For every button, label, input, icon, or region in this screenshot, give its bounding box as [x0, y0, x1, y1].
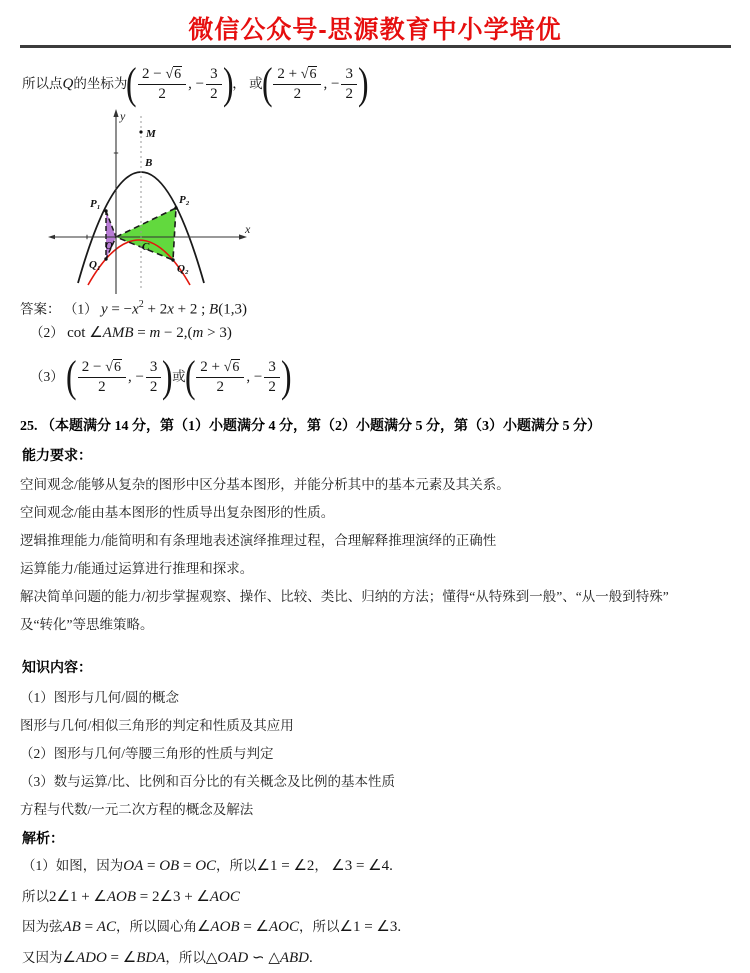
point-Q2-label: Q₂	[177, 263, 189, 275]
point-C-label: C	[142, 241, 150, 253]
knowledge-line: （2）图形与几何/等腰三角形的性质与判定	[20, 746, 274, 761]
solution-intro-line: 所以点Q的坐标为( $\frac{2 - √6}{2}$ , − $\frac{3}{2}$ )， 或( $\frac{2 + √6}{2}$ , − $\frac{3}{2}$ )	[22, 59, 369, 109]
point-P1-dot	[104, 209, 107, 212]
knowledge-line: （3）数与运算/比、比例和百分比的有关概念及比例的基本性质	[20, 774, 395, 789]
y-axis-arrow	[113, 109, 118, 117]
analysis-line-3: 因为弦AB = AC，所以圆心角∠AOB = ∠AOC，所以∠1 = ∠3.	[22, 919, 402, 935]
ability-list	[20, 471, 669, 639]
point-Q2-dot	[171, 258, 174, 261]
x-axis-left-arrow	[48, 235, 55, 239]
analysis-line-4: 又因为∠ADO = ∠BDA，所以△OAD ∽ △ABD.	[22, 949, 313, 966]
analysis-line-2: 所以2∠1 + ∠AOB = 2∠3 + ∠AOC	[22, 888, 240, 905]
parabola-figure	[44, 106, 256, 298]
knowledge-line: 方程与代数/一元二次方程的概念及解法	[20, 802, 254, 817]
knowledge-line: （1）图形与几何/圆的概念	[20, 690, 180, 705]
header-divider	[20, 45, 731, 48]
analysis-heading: 解析：	[22, 832, 64, 847]
point-P2-label: P₂	[179, 194, 190, 206]
knowledge-heading: 知识内容：	[22, 661, 92, 676]
point-P1-label: P₁	[90, 198, 101, 210]
ability-line: 逻辑推理能力/能简明和有条理地表述演绎推理过程，合理解释推理演绎的正确性	[20, 533, 497, 548]
ability-heading: 能力要求：	[22, 449, 92, 464]
ability-line: 解决简单问题的能力/初步掌握观察、操作、比较、类比、归纳的方法；懂得“从特殊到一般”、“从一般到特殊”	[20, 589, 669, 604]
x-axis-label: x	[245, 222, 251, 236]
problem-25-heading: 25. （本题满分 14 分，第（1）小题满分 4 分，第（2）小题满分 5 分，第（3）小题满分 5 分）	[20, 419, 601, 434]
ability-line: 空间观念/能够从复杂的图形中区分基本图形，并能分析其中的基本元素及其关系。	[20, 477, 510, 492]
analysis-line-1: （1）如图，因为OA = OB = OC，所以∠1 = ∠2， ∠3 = ∠4.	[22, 858, 393, 874]
point-M-dot	[139, 130, 142, 133]
point-P2-dot	[174, 206, 177, 209]
point-M-label: M	[146, 128, 156, 140]
knowledge-list	[20, 684, 395, 824]
analysis-list	[22, 851, 401, 973]
answer-line-2: （2） cot ∠AMB = m − 2,(m > 3)	[30, 325, 232, 341]
answer-line-1: 答案： （1） $y = -x^2 + 2x + 2$ ; B(1,3)	[20, 299, 247, 318]
answer-line-3: （3） ( $\frac{2 - √6}{2}$ , − $\frac{3}{2}$ )或( $\frac{2 + √6}{2}$ , − $\frac{3}{2}$ )	[30, 352, 292, 402]
origin-label: O	[105, 240, 113, 252]
point-Q1-label: Q₁	[89, 259, 101, 271]
knowledge-line: 图形与几何/相似三角形的判定和性质及其应用	[20, 718, 294, 733]
ability-line: 及“转化”等思维策略。	[20, 617, 154, 632]
figure-canvas	[44, 106, 256, 298]
page-title: 微信公众号-思源教育中小学培优	[188, 16, 562, 44]
ability-line: 运算能力/能通过运算进行推理和探求。	[20, 561, 254, 576]
ability-line: 空间观念/能由基本图形的性质导出复杂图形的性质。	[20, 505, 335, 520]
point-B-label: B	[145, 157, 153, 169]
y-axis-label: y	[120, 109, 126, 123]
point-Q1-dot	[104, 257, 107, 260]
